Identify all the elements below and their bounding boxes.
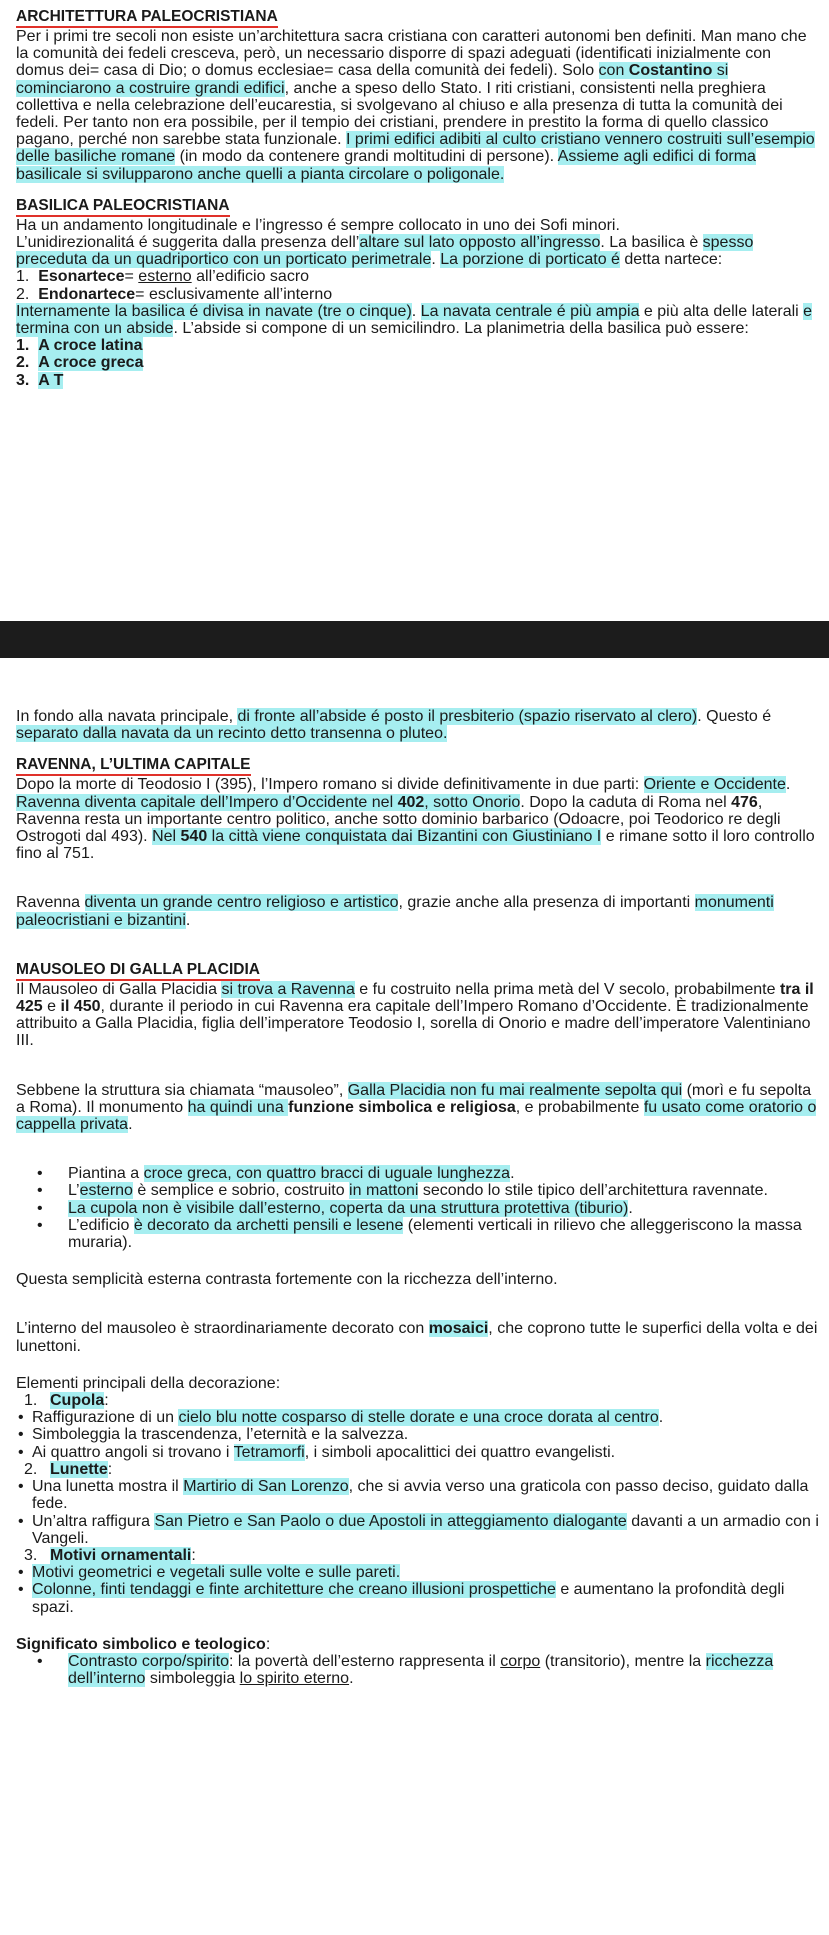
list-item: • Contrasto corpo/spirito: la povertà dell’esterno rappresenta il corpo (transitorio), mentre la ricchezza dell’interno simboleggia lo spirito eterno. <box>37 1652 774 1688</box>
planimetria-list <box>16 337 819 389</box>
cupola-list <box>16 1409 819 1461</box>
paragraph-basilica-1: Ha un andamento longitudinale e l’ingresso é sempre collocato in uno dei Sofi minori. <box>16 216 620 234</box>
page-separator <box>0 621 829 658</box>
list-item: 1. Esonartece= esterno all’edificio sacro <box>16 268 310 286</box>
list-item: 2. A croce greca <box>16 354 144 372</box>
lunette-list <box>16 1478 819 1547</box>
paragraph-mausoleo-1: Il Mausoleo di Galla Placidia si trova a Ravenna e fu costruito nella prima metà del V secolo, probabilmente tra il 425 e il 450, durante il periodo in cui Ravenna era capitale dell’Impero Romano d’Occidente. È tradizionalmente attribuito a Galla Placidia, figlia dell’imperatore Teodosio I, sorella di Onorio e madre dell’imperatore Valentiniano III. <box>16 980 814 1050</box>
list-item: 2. Endonartece= esclusivamente all’interno <box>16 285 333 303</box>
document-page-2 <box>16 708 819 1687</box>
nartece-list <box>16 268 819 302</box>
ornamentali-list <box>16 1564 819 1616</box>
paragraph-significato: Significato simbolico e teologico: <box>16 1635 271 1653</box>
significato-list <box>16 1653 819 1687</box>
heading-mausoleo: MAUSOLEO DI GALLA PLACIDIA <box>16 962 260 981</box>
list-item: • Ai quattro angoli si trovano i Tetramorfi, i simboli apocalittici dei quattro evangelisti. <box>18 1443 616 1461</box>
list-item: • L’edificio è decorato da archetti pensili e lesene (elementi verticali in rilievo che alleggeriscono la massa muraria). <box>37 1216 802 1252</box>
list-item: • Motivi geometrici e vegetali sulle volte e sulle pareti. <box>18 1564 401 1582</box>
decoration-cupola: 1. Cupola: <box>24 1392 109 1410</box>
paragraph-elementi: Elementi principali della decorazione: <box>16 1374 281 1392</box>
heading-ravenna: RAVENNA, L’ULTIMA CAPITALE <box>16 757 251 776</box>
paragraph-presbiterio: In fondo alla navata principale, di fronte all’abside é posto il presbiterio (spazio riservato al clero). Questo é separato dalla navata da un recinto detto transenna o pluteo. <box>16 708 772 743</box>
list-item: • La cupola non è visibile dall’esterno, coperta da una struttura protettiva (tiburio). <box>37 1199 633 1217</box>
decoration-lunette: 2. Lunette: <box>24 1460 113 1478</box>
list-item: • Un’altra raffigura San Pietro e San Paolo o due Apostoli in atteggiamento dialogante davanti a un armadio con i Vangeli. <box>18 1512 819 1547</box>
list-item: • Simboleggia la trascendenza, l’eternità e la salvezza. <box>18 1426 409 1444</box>
paragraph-interno: L’interno del mausoleo è straordinariamente decorato con mosaici, che coprono tutte le superfici della volta e dei lunettoni. <box>16 1320 818 1355</box>
paragraph-intro: Per i primi tre secoli non esiste un’architettura sacra cristiana con caratteri autonomi ben definiti. Man mano che la comunità dei fedeli cresceva, però, un necessario disporre di spazi adeguati (identificati inizialmente con domus dei= casa di Dio; o domus ecclesiae= casa della comunità dei fedeli). Solo con Costantino si cominciarono a costruire grandi edifici, anche a speso dello Stato. I riti cristiani, consistenti nella preghiera collettiva e nella celebrazione dell’eucarestia, si svolgevano al chiuso e alla presenza di tutta la comunità dei fedeli. Per tanto non era possibile, per il tempio dei cristiani, prendere in prestito la forma di quello classico pagano, perché non sarebbe stata funzionale. I primi edifici adibiti al culto cristiano vennero costruiti sull’esempio delle basiliche romane (in modo da contenere grandi moltitudini di persone). Assieme agli edifici di forma basilicale si svilupparono anche quelli a pianta circolare o poligonale. <box>16 28 815 183</box>
exterior-features-list <box>16 1165 819 1251</box>
paragraph-basilica-3: Internamente la basilica é divisa in navate (tre o cinque). La navata centrale é più ampia e più alta delle laterali e termina con un abside. L’abside si compone di un semicilindro. La planimetria della basilica può essere: <box>16 302 813 338</box>
paragraph-basilica-2: L’unidirezionalitá é suggerita dalla presenza dell’altare sul lato opposto all’ingresso. La basilica è spesso preceduta da un quadriportico con un porticato perimetrale. La porzione di porticato é detta nartece: <box>16 234 754 269</box>
list-item: • Una lunetta mostra il Martirio di San Lorenzo, che si avvia verso una graticola con passo deciso, guidato dalla fede. <box>18 1478 809 1513</box>
decoration-ornamentali: 3. Motivi ornamentali: <box>24 1546 196 1564</box>
list-item: 3. A T <box>16 371 64 389</box>
paragraph-ravenna-1: Dopo la morte di Teodosio I (395), l’Impero romano si divide definitivamente in due parti: Oriente e Occidente. Ravenna diventa capitale dell’Impero d’Occidente nel 402, sotto Onorio. Dopo la caduta di Roma nel 476, Ravenna resta un importante centro politico, anche sotto dominio barbarico (Odoacre, poi Teodorico re degli Ostrogoti dal 493). Nel 540 la città viene conquistata dai Bizantini con Giustiniano I e rimane sotto il loro controllo fino al 751. <box>16 776 815 863</box>
paragraph-ravenna-2: Ravenna diventa un grande centro religioso e artistico, grazie anche alla presenza di importanti monumenti paleocristiani e bizantini. <box>16 894 774 929</box>
list-item: • Raffigurazione di un cielo blu notte cosparso di stelle dorate e una croce dorata al centro. <box>18 1409 664 1427</box>
document-page-1 <box>16 8 819 389</box>
list-item: 1. A croce latina <box>16 337 143 355</box>
list-item: • Piantina a croce greca, con quattro bracci di uguale lunghezza. <box>37 1165 515 1183</box>
paragraph-semplicita: Questa semplicità esterna contrasta fortemente con la ricchezza dell’interno. <box>16 1271 558 1289</box>
paragraph-mausoleo-2: Sebbene la struttura sia chiamata “mausoleo”, Galla Placidia non fu mai realmente sepolta qui (morì e fu sepolta a Roma). Il monumento ha quindi una funzione simbolica e religiosa, e probabilmente fu usato come oratorio o cappella privata. <box>16 1081 817 1134</box>
heading-architettura: ARCHITETTURA PALEOCRISTIANA <box>16 9 278 28</box>
list-item: • L’esterno è semplice e sobrio, costruito in mattoni secondo lo stile tipico dell’architettura ravennate. <box>37 1182 768 1200</box>
heading-basilica: BASILICA PALEOCRISTIANA <box>16 198 230 217</box>
list-item: • Colonne, finti tendaggi e finte architetture che creano illusioni prospettiche e aumentano la profondità degli spazi. <box>18 1581 785 1616</box>
